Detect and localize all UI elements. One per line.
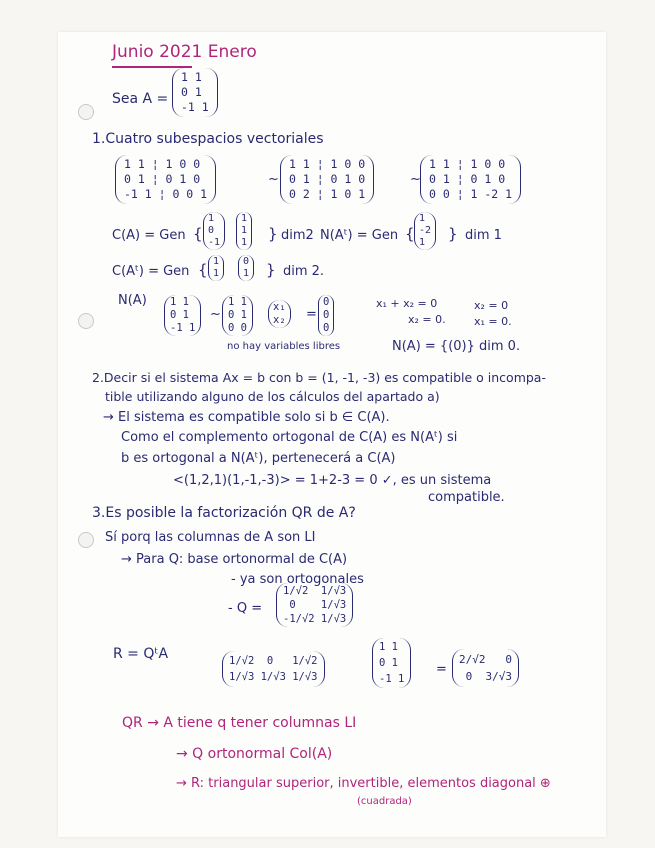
section-2-line-4: Como el complemento ortogonal de C(A) es N(Aᵗ) si (121, 430, 458, 445)
vector-entry: 1 (208, 213, 215, 224)
brace: } (448, 225, 458, 243)
page-title: Junio 2021 Enero (112, 42, 257, 62)
column-space-dim: dim2 (281, 228, 314, 243)
brace: { (198, 261, 208, 279)
q-matrix-label: - Q = (228, 601, 263, 616)
vector-entry: 1 (241, 237, 248, 248)
vector-entry: 0 (243, 256, 250, 267)
section-2-line-2: tible utilizando alguno de los cálculos del apartado a) (105, 389, 440, 404)
equation-4: x₁ = 0. (474, 315, 512, 328)
vector-entry: -2 (419, 225, 432, 236)
zero-vector (318, 295, 334, 336)
equation-3: x₂ = 0 (474, 299, 509, 312)
r-matrix-label: R = QᵗA (113, 646, 169, 662)
null-space-matrix-1 (164, 295, 201, 336)
section-2-line-5: b es ortogonal a N(Aᵗ), pertenecerá a C(A) (121, 451, 396, 466)
vector-entry: -1 (208, 237, 221, 248)
col-space-vector-2 (236, 212, 252, 250)
matrix-row: -1 1 (170, 322, 196, 334)
binder-hole (78, 313, 94, 329)
section-2-line-6: <(1,2,1)(1,-1,-3)> = 1+2-3 = 0 ✓, es un sistema (173, 473, 492, 488)
note-qr-requirement: QR → A tiene q tener columnas LI (122, 715, 357, 731)
matrix-row: 2/√2 0 (459, 653, 512, 666)
equation-2: x₂ = 0. (408, 313, 446, 326)
tilde: ~ (210, 307, 221, 322)
vector-entry: 0 (208, 225, 215, 236)
matrix-row: 0 1 (379, 657, 398, 669)
vector-entry: 1 (243, 268, 250, 279)
matrix-row: -1 1 (181, 100, 209, 114)
brace: { (193, 225, 203, 243)
matrix-row: 0 3/√3 (459, 670, 512, 683)
matrix-row: -1 1 ¦ 0 0 1 (124, 187, 208, 201)
brace: } (268, 225, 278, 243)
r-matrix (452, 649, 519, 687)
left-null-vector (414, 212, 436, 250)
section-1-heading: 1.Cuatro subespacios vectoriales (92, 131, 324, 147)
matrix-row: 1 1 ¦ 1 0 0 (124, 157, 201, 171)
vector-entry: x₁ (273, 301, 286, 313)
matrix-row: 1 1 ¦ 1 0 0 (429, 157, 506, 171)
section-2-line-1: 2.Decir si el sistema Ax = b con b = (1, -1, -3) es compatible o incompa- (92, 370, 546, 385)
augmented-matrix-3 (420, 155, 521, 204)
augmented-matrix-1 (115, 155, 216, 204)
matrix-row: 0 1 (170, 309, 189, 321)
vector-entry: x₂ (273, 314, 286, 326)
matrix-row: 0 1 ¦ 0 1 0 (124, 172, 201, 186)
a-matrix (372, 638, 411, 688)
matrix-row: 1 1 (228, 296, 247, 308)
left-null-space-label: N(Aᵗ) = Gen (320, 228, 399, 243)
null-space-result: N(A) = {(0)} dim 0. (392, 339, 521, 354)
equals-sign: = (306, 307, 317, 322)
matrix-row: 0 1 (181, 85, 202, 99)
vector-entry: 1 (241, 225, 248, 236)
vector-entry: 1 (419, 237, 426, 248)
matrix-row: -1/√2 1/√3 (283, 613, 347, 625)
section-3-line-1: Sí porq las columnas de A son LI (105, 530, 316, 545)
note-r-properties: → R: triangular superior, invertible, elementos diagonal ⊕ (176, 776, 551, 791)
section-2-line-3: → El sistema es compatible solo si b ∈ C(A). (103, 410, 390, 425)
matrix-row: 0 1/√3 (283, 599, 347, 611)
q-matrix (276, 583, 353, 627)
matrix-row: -1 1 (379, 673, 405, 685)
vector-entry: 0 (323, 322, 330, 334)
matrix-a (172, 68, 218, 117)
matrix-row: 1/√3 1/√3 1/√3 (229, 671, 318, 683)
col-space-vector-1 (203, 212, 225, 250)
equation-1: x₁ + x₂ = 0 (376, 297, 438, 310)
note-square: (cuadrada) (357, 796, 412, 807)
tilde: ~ (268, 172, 279, 187)
matrix-row: 0 2 ¦ 1 0 1 (289, 187, 366, 201)
section-3-line-3: - ya son ortogonales (231, 572, 364, 587)
left-null-space-dim: dim 1 (465, 228, 502, 243)
matrix-row: 0 1 ¦ 0 1 0 (289, 172, 366, 186)
no-free-variables-note: no hay variables libres (227, 341, 341, 352)
null-space-label: N(A) (118, 293, 147, 308)
matrix-row: 1 1 (181, 70, 202, 84)
matrix-row: 1 1 (170, 296, 189, 308)
note-q-orthonormal: → Q ortonormal Col(A) (176, 746, 333, 762)
augmented-matrix-2 (280, 155, 374, 204)
row-space-vector-2 (238, 255, 254, 281)
matrix-row: 0 0 ¦ 1 -2 1 (429, 187, 513, 201)
q-transpose-matrix (222, 651, 325, 687)
vector-entry: 1 (419, 213, 426, 224)
section-2-line-7: compatible. (428, 490, 505, 505)
equals-sign: = (436, 662, 447, 677)
vector-entry: 0 (323, 296, 330, 308)
binder-hole (78, 532, 94, 548)
row-space-label: C(Aᵗ) = Gen (112, 264, 190, 279)
matrix-row: 1/√2 1/√3 (283, 585, 347, 597)
intro-text: Sea A = (112, 91, 169, 107)
vector-entry: 1 (241, 213, 248, 224)
matrix-row: 0 1 ¦ 0 1 0 (429, 172, 506, 186)
matrix-row: 0 1 (228, 309, 247, 321)
matrix-row: 0 0 (228, 322, 247, 334)
title-underline (112, 66, 192, 68)
matrix-row: 1 1 (379, 641, 398, 653)
vector-entry: 1 (213, 256, 220, 267)
tilde: ~ (410, 172, 421, 187)
unknowns-vector (268, 300, 291, 328)
row-space-dim: dim 2. (283, 264, 325, 279)
vector-entry: 1 (213, 268, 220, 279)
brace: { (405, 225, 415, 243)
binder-hole (78, 104, 94, 120)
section-3-heading: 3.Es posible la factorización QR de A? (92, 505, 356, 521)
section-3-line-2: → Para Q: base ortonormal de C(A) (121, 552, 348, 567)
null-space-matrix-2 (222, 295, 253, 336)
row-space-vector-1 (208, 255, 224, 281)
brace: } (266, 261, 276, 279)
vector-entry: 0 (323, 309, 330, 321)
column-space-label: C(A) = Gen (112, 228, 186, 243)
matrix-row: 1/√2 0 1/√2 (229, 655, 318, 667)
matrix-row: 1 1 ¦ 1 0 0 (289, 157, 366, 171)
